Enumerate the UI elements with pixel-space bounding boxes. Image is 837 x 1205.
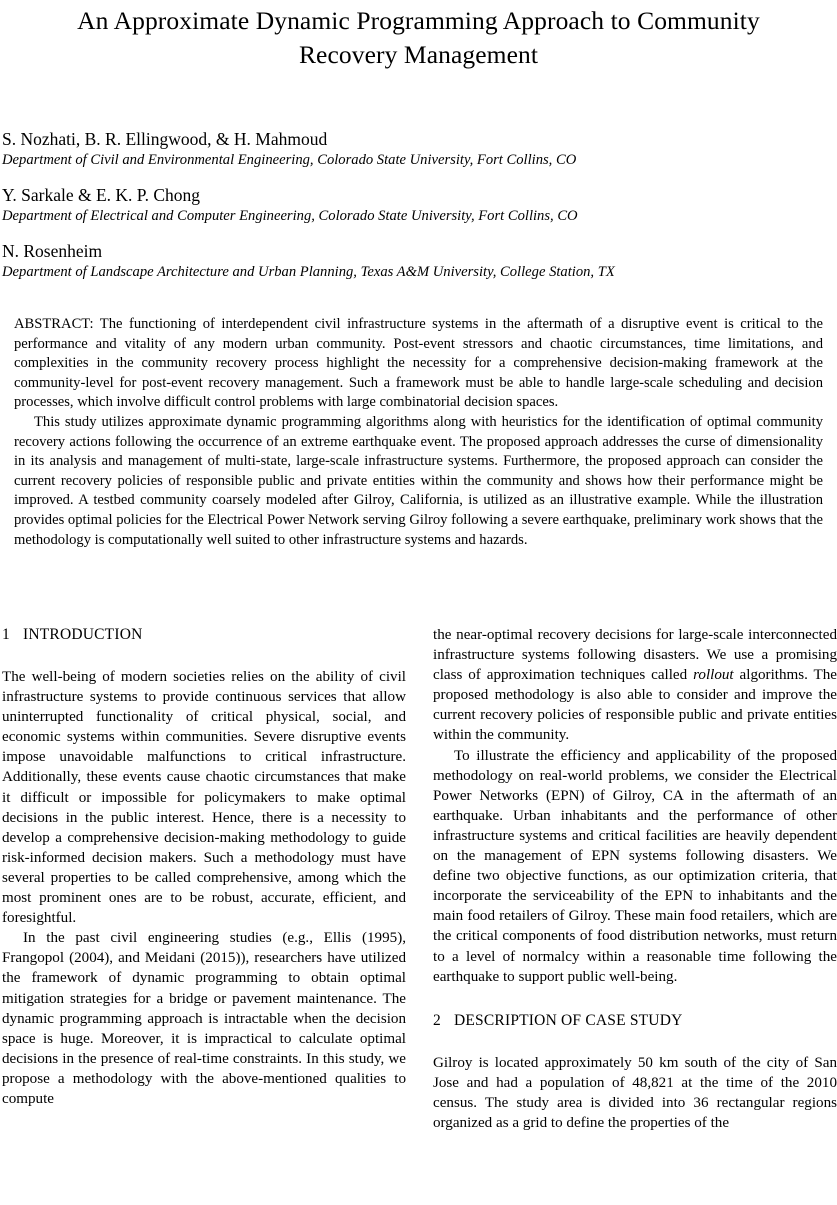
intro-paragraph-3: To illustrate the efficiency and applicability of the proposed methodology on real-world problems, we consider the Electrical Power Networks (EPN) of Gilroy, CA in the aftermath of an earthquake. Urban inhabitants and the performance of other infrastructure systems and critical facilities are heavily dependent on the management of EPN systems following disasters. We define two objective functions, as our optimization criteria, that incorporate the serviceability of the EPN to inhabitants and the main food retailers of Gilroy. These main food retailers, which are the critical components of food distribution networks, must return to a level of normalcy within a reasonable time following the earthquake to support public well-being. — [433, 747, 837, 985]
intro-paragraph-2: In the past civil engineering studies (e.g., Ellis (1995), Frangopol (2004), and Meidani (2015)), researchers have utilized the framework of dynamic programming to obtain optimal mitigation strategies for a bridge or pavement maintenance. The dynamic programming approach is intractable when the decision space is huge. Moreover, it is impractical to calculate optimal decisions in the presence of real-time constraints. In this study, we propose a methodology with the above-mentioned qualities to compute — [2, 930, 406, 1107]
abstract-paragraph-1: ABSTRACT: The functioning of interdependent civil infrastructure systems in the aftermath of a disruptive event is critical to the performance and vitality of any modern urban community. Post-event stressors and chaotic circumstances, time limitations, and complexities in the community recovery process highlight the necessity for a comprehensive decision-making framework at the community-level for post-event recovery management. Such a framework must be able to handle large-scale scheduling and decision processes, which involve difficult control problems with large combinatorial decision spaces. — [14, 316, 823, 411]
page-title: An Approximate Dynamic Programming Approach to Community Recovery Management — [77, 6, 760, 69]
author-names: S. Nozhati, B. R. Ellingwood, & H. Mahmoud — [2, 129, 328, 149]
author-affiliation: Department of Civil and Environmental Engineering, Colorado State University, Fort Collins, CO — [2, 152, 577, 168]
authors-block — [0, 128, 837, 282]
section-number: 1 — [2, 626, 10, 643]
abstract-block — [0, 315, 837, 550]
continuation-text-part-1: the near-optimal recovery decisions for large-scale interconnected infrastructure systems following disasters. We use a promising class of approximation techniques called — [433, 627, 837, 684]
left-column — [2, 625, 406, 1205]
section-title: INTRODUCTION — [23, 626, 143, 643]
continuation-text-part-2: algorithms. The proposed methodology is also able to consider and improve the current recovery policies of responsible public and private entities within the community. — [433, 667, 837, 744]
section-number: 2 — [433, 1011, 441, 1029]
author-affiliation: Department of Landscape Architecture and Urban Planning, Texas A&M University, College Station, TX — [2, 264, 615, 280]
section-heading-introduction — [2, 625, 406, 645]
author-affiliation: Department of Electrical and Computer Engineering, Colorado State University, Fort Collins, CO — [2, 208, 578, 224]
body-columns — [0, 625, 837, 1205]
author-group — [2, 128, 837, 170]
case-study-paragraph-1: Gilroy is located approximately 50 km south of the city of San Jose and had a population of 48,821 at the time of the 2010 census. The study area is divided into 36 rectangular regions organized as a grid to define the properties of the — [433, 1054, 837, 1131]
right-column — [433, 625, 837, 1205]
rollout-emphasis: rollout — [693, 667, 734, 684]
author-names: Y. Sarkale & E. K. P. Chong — [2, 185, 201, 205]
intro-paragraph-1: The well-being of modern societies relies on the ability of civil infrastructure systems to provide continuous services that allow uninterrupted functionality of critical physical, social, and economic systems within communities. Severe disruptive events impose unavoidable malfunctions to critical infrastructure. Additionally, these events cause chaotic circumstances that make it difficult or impossible for policymakers to make optimal decisions in the public interest. Hence, there is a necessity to develop a comprehensive decision-making methodology to guide risk-informed decision makers. Such a methodology must have several properties to be called comprehensive, among which the most prominent ones are to be robust, accurate, efficient, and foresightful. — [2, 669, 406, 927]
section-heading-case-study — [433, 1011, 837, 1031]
author-names: N. Rosenheim — [2, 241, 103, 261]
intro-continuation-paragraph — [433, 625, 837, 746]
section-title: DESCRIPTION OF CASE STUDY — [454, 1011, 683, 1029]
title-block — [0, 0, 837, 72]
author-group — [2, 184, 837, 226]
author-group — [2, 240, 837, 282]
abstract-paragraph-2: This study utilizes approximate dynamic programming algorithms along with heuristics for the identification of optimal community recovery actions following the occurrence of an extreme earthquake event. The proposed approach addresses the curse of dimensionality in its analysis and management of multi-state, large-scale infrastructure systems. Furthermore, the proposed approach can consider the current recovery policies of responsible public and private entities within the community and shows how their performance might be improved. A testbed community coarsely modeled after Gilroy, California, is utilized as an illustrative example. While the illustration provides optimal policies for the Electrical Power Network serving Gilroy following a severe earthquake, preliminary work shows that the methodology is computationally well suited to other infrastructure systems and hazards. — [14, 413, 823, 548]
